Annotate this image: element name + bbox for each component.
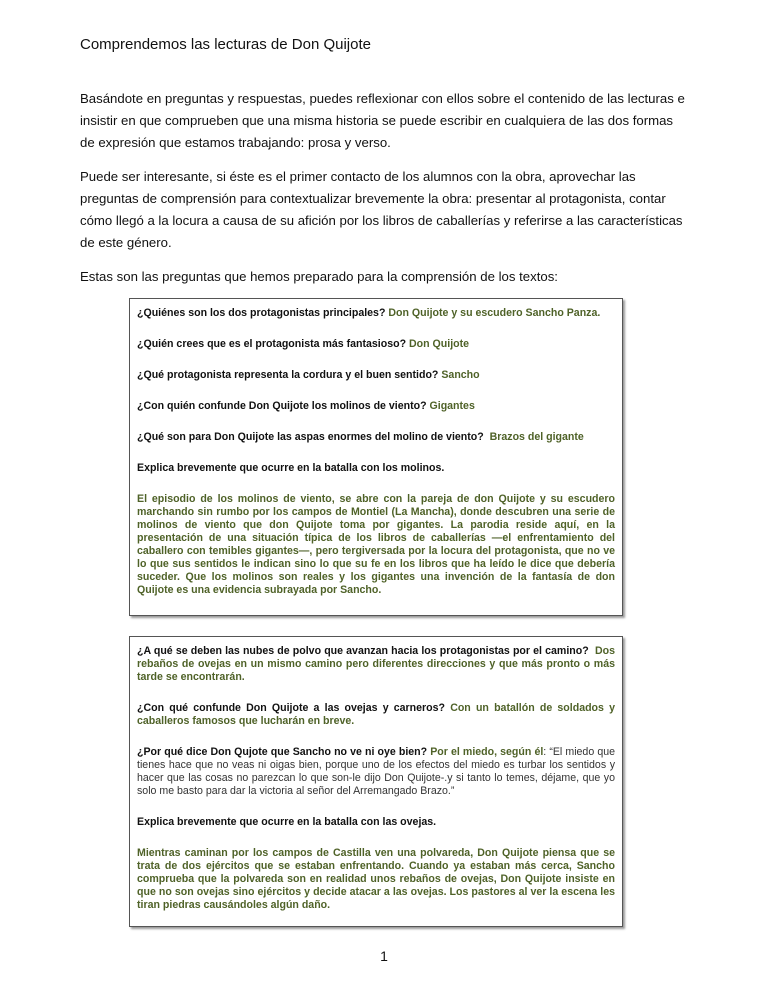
question: ¿Con quién confunde Don Quijote los molinos de viento? bbox=[137, 400, 427, 412]
question: ¿Qué protagonista representa la cordura y el buen sentido? bbox=[137, 369, 439, 381]
quote: : “El miedo que tienes hace que no veas ni oigas bien, porque uno de los efectos del miedo es turbar los sentidos y hacer que las cosas no parezcan lo que son-le dijo Don Quijote-.y si tanto lo temes, déjame, que yo solo me basto para dar la victoria al señor del Arremangado Brazo.” bbox=[137, 746, 615, 797]
question: ¿Por qué dice Don Qujote que Sancho no ve ni oye bien? bbox=[137, 746, 428, 758]
answer: Por el miedo, según él bbox=[430, 746, 544, 758]
question: ¿Qué son para Don Quijote las aspas enormes del molino de viento? bbox=[137, 431, 484, 443]
answer: Dos rebaños de ovejas en un mismo camino pero diferentes direcciones y que más pronto o más tarde se encontrarán. bbox=[137, 645, 615, 683]
answer: Sancho bbox=[441, 369, 480, 381]
intro-paragraph-3: Estas son las preguntas que hemos preparado para la comprensión de los textos: bbox=[80, 269, 558, 284]
questions-box-molinos bbox=[129, 298, 623, 616]
answer: El episodio de los molinos de viento, se abre con la pareja de don Quijote y su escudero marchando sin rumbo por los campos de Montiel (La Mancha), donde descubren una serie de molinos de viento que don Quijote toma por gigantes. La parodia reside aquí, en la presentación de una situación típica de los libros de caballerías —el enfrentamiento del caballero con temibles gigantes—, pero tergiversada por la locura del protagonista, que no ve lo que sus sentidos le indican sino lo que su fe en los libros que ha leído le dice que debería suceder. Que los molinos son reales y los gigantes una invención de la fantasía de don Quijote es una evidencia subrayada por Sancho. bbox=[137, 493, 615, 596]
answer: Don Quijote bbox=[409, 338, 470, 350]
intro-paragraph-2: Puede ser interesante, si éste es el primer contacto de los alumnos con la obra, aprovechar las preguntas de comprensión para contextualizar brevemente la obra: presentar al protagonista, contar cómo llegó a la locura a causa de su afición por los libros de caballerías y referirse a las características de este género. bbox=[80, 169, 683, 250]
answer: Mientras caminan por los campos de Castilla ven una polvareda, Don Quijote piensa que se trata de dos ejércitos que se estaban enfrentando. Cuando ya estaban más cerca, Sancho comprueba que la polvareda son en realidad unos rebaños de ovejas, Don Quijote insiste en que no son ovejas sino ejércitos y decide atacar a las ovejas. Los pastores al ver la escena les tiran piedras causándoles algún daño. bbox=[137, 847, 615, 911]
page-number: 1 bbox=[380, 948, 388, 964]
question: ¿Quiénes son los dos protagonistas principales? bbox=[137, 307, 386, 319]
answer: Don Quijote y su escudero Sancho Panza. bbox=[388, 307, 601, 319]
question: ¿Quién crees que es el protagonista más fantasioso? bbox=[137, 338, 407, 350]
answer: Con un batallón de soldados y caballeros famosos que lucharán en breve. bbox=[137, 702, 615, 727]
question: ¿Con qué confunde Don Quijote a las ovejas y carneros? bbox=[137, 702, 445, 714]
answer: Gigantes bbox=[429, 400, 475, 412]
question: Explica brevemente que ocurre en la batalla con los molinos. bbox=[137, 462, 445, 474]
answer: Brazos del gigante bbox=[489, 431, 584, 443]
intro-paragraph-1: Basándote en preguntas y respuestas, puedes reflexionar con ellos sobre el contenido de las lecturas e insistir en que comprueben que una misma historia se puede escribir en cualquiera de las dos formas de expresión que estamos trabajando: prosa y verso. bbox=[80, 91, 685, 150]
question: Explica brevemente que ocurre en la batalla con las ovejas. bbox=[137, 816, 437, 828]
question: ¿A qué se deben las nubes de polvo que avanzan hacia los protagonistas por el camino? bbox=[137, 645, 589, 657]
page-header: Comprendemos las lecturas de Don Quijote bbox=[80, 36, 371, 53]
questions-box-ovejas bbox=[129, 636, 623, 927]
